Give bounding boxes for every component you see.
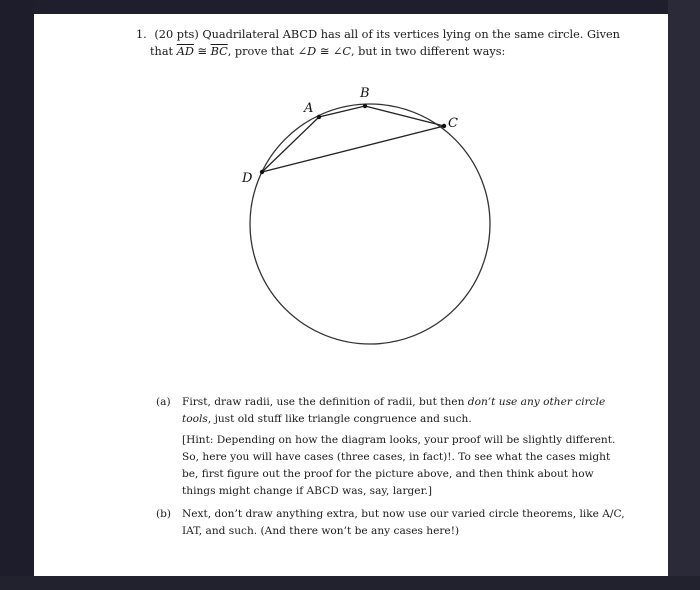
part-a-label: (a) <box>156 396 171 408</box>
window-frame-left <box>0 0 34 590</box>
cyclic-quadrilateral-diagram <box>234 84 514 364</box>
problem-line-2 <box>136 43 636 60</box>
vertex-a-dot <box>317 115 321 119</box>
window-frame-top <box>0 0 700 14</box>
circle <box>250 104 490 344</box>
part-a-emphasis: don’t use any other circle tools <box>182 396 606 425</box>
part-a-body <box>182 394 626 428</box>
problem-line-2-post: , but in two different ways: <box>350 45 506 58</box>
part-a-text-2: , just old stuff like triangle congruence and such. <box>207 413 472 425</box>
part-b-body: Next, don’t draw anything extra, but now use our varied circle theorems, like A/C, IAT, and such. (And there won’t be any cases here!) <box>182 508 625 537</box>
problem-line-1-text: Quadrilateral ABCD has all of its vertices lying on the same circle. Given <box>202 28 620 41</box>
window-frame-bottom <box>0 576 700 590</box>
quadrilateral-sides <box>262 106 444 172</box>
problem-line-2-pre: that <box>150 45 174 58</box>
problem-statement <box>136 26 636 60</box>
problem-sheet <box>34 14 668 576</box>
segment-bc: $\overline{BC}$ <box>210 45 228 58</box>
vertex-b-dot <box>363 104 367 108</box>
segment-ad: $\overline{AD}$ <box>176 45 194 58</box>
label-a: A <box>304 101 314 116</box>
label-d: D <box>242 171 253 186</box>
problem-number: 1. <box>136 28 147 41</box>
side-dc <box>262 126 444 172</box>
problem-line-2-mid: , prove that <box>227 45 295 58</box>
congruent-symbol-2: ≅ <box>319 45 330 58</box>
problem-line-1 <box>136 26 636 43</box>
vertex-c-dot <box>442 124 446 128</box>
congruent-symbol: ≅ <box>197 45 207 58</box>
part-a-hint: [Hint: Depending on how the diagram looks, your proof will be slightly different. So, here you will have cases (three cases, in fact)!. To see what the cases might be, first figure out the proof for the picture above, and then think about how things might change if ABCD was, say, larger.] <box>182 434 616 497</box>
part-a-text-1: First, draw radii, use the definition of radii, but then <box>182 396 465 408</box>
part-a <box>156 394 626 500</box>
part-b-label: (b) <box>156 508 172 520</box>
part-b <box>156 506 626 540</box>
vertex-d-dot <box>260 170 264 174</box>
problem-parts <box>156 394 626 546</box>
problem-points: (20 pts) <box>154 28 199 41</box>
label-b: B <box>360 86 370 101</box>
window-frame-right <box>668 0 700 590</box>
angle-d: ∠D <box>297 45 317 58</box>
label-c: C <box>448 116 458 131</box>
angle-c: ∠C <box>332 45 351 58</box>
